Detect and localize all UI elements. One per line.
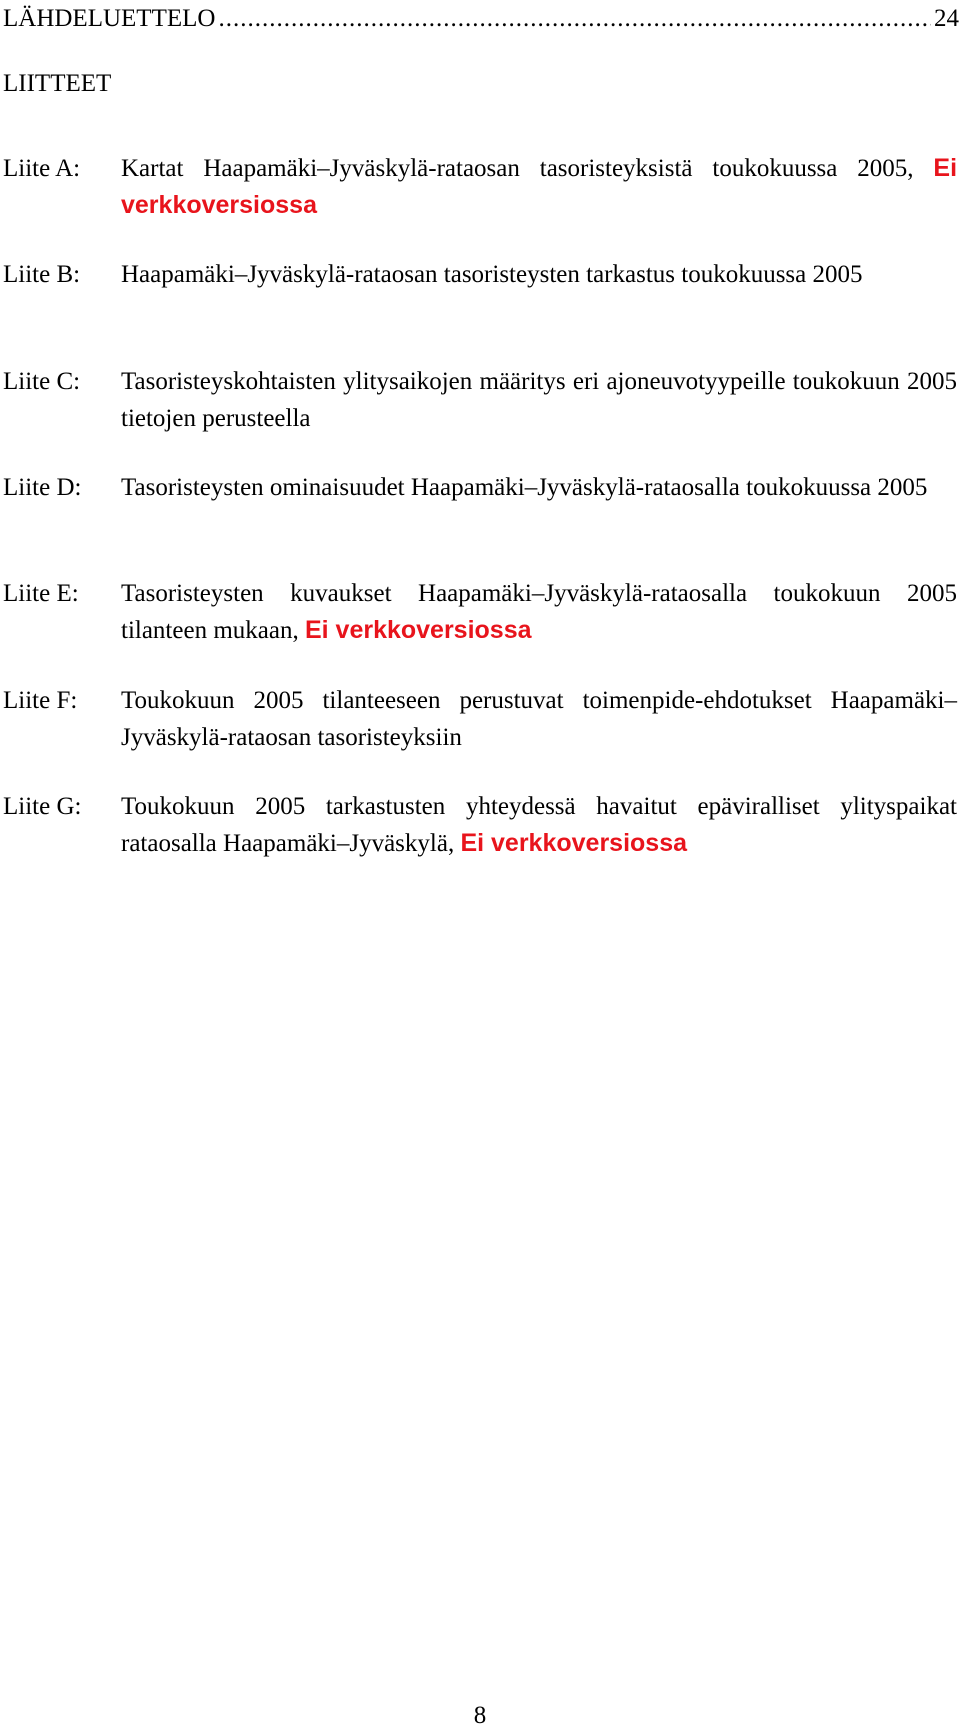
not-online-note: Ei verkkoversiossa [460,829,688,857]
appendix-description [121,682,957,756]
appendix-title: Toukokuun 2005 tarkastusten yhteydessä havaitut epäviralliset ylityspaikat rataosalla Haapamäki–Jyväskylä, [121,793,957,857]
appendix-label: Liite E: [3,580,79,607]
appendix-description [121,469,957,506]
appendices-heading: LIITTEET [3,70,112,97]
page-number: 8 [473,1702,487,1729]
toc-entry-lahdeluettelo[interactable] [3,4,959,34]
appendix-description [121,256,957,293]
appendix-description [121,788,957,862]
appendix-title: Haapamäki–Jyväskylä-rataosan tasoristeysten tarkastus toukokuussa 2005 [121,261,863,288]
appendix-label: Liite B: [3,261,81,288]
appendix-title: Tasoristeyskohtaisten ylitysaikojen määritys eri ajoneuvotyypeille toukokuun 2005 tietojen perusteella [121,368,957,432]
appendix-description [121,363,957,437]
not-online-note: Ei verkkoversiossa [304,616,532,644]
appendix-label: Liite C: [3,368,81,395]
appendix-label: Liite G: [3,793,82,820]
appendix-title: Tasoristeysten kuvaukset Haapamäki–Jyväskylä-rataosalla toukokuun 2005 tilanteen mukaan, [121,580,957,644]
appendix-description [121,575,957,649]
toc-entry-title: LÄHDELUETTELO [3,5,216,32]
appendix-title: Kartat Haapamäki–Jyväskylä-rataosan tasoristeyksistä toukokuussa 2005, [121,155,914,182]
appendix-description [121,150,957,224]
toc-dot-leader [218,4,931,34]
appendix-label: Liite F: [3,687,78,714]
toc-entry-page: 24 [934,5,959,32]
appendix-label: Liite A: [3,155,81,182]
appendix-label: Liite D: [3,474,82,501]
appendix-title: Toukokuun 2005 tilanteeseen perustuvat toimenpide-ehdotukset Haapamäki–Jyväskylä-rataosan tasoristeyksiin [121,687,957,751]
not-online-note: Ei verkkoversiossa [121,154,958,219]
appendix-title: Tasoristeysten ominaisuudet Haapamäki–Jyväskylä-rataosalla toukokuussa 2005 [121,474,928,501]
